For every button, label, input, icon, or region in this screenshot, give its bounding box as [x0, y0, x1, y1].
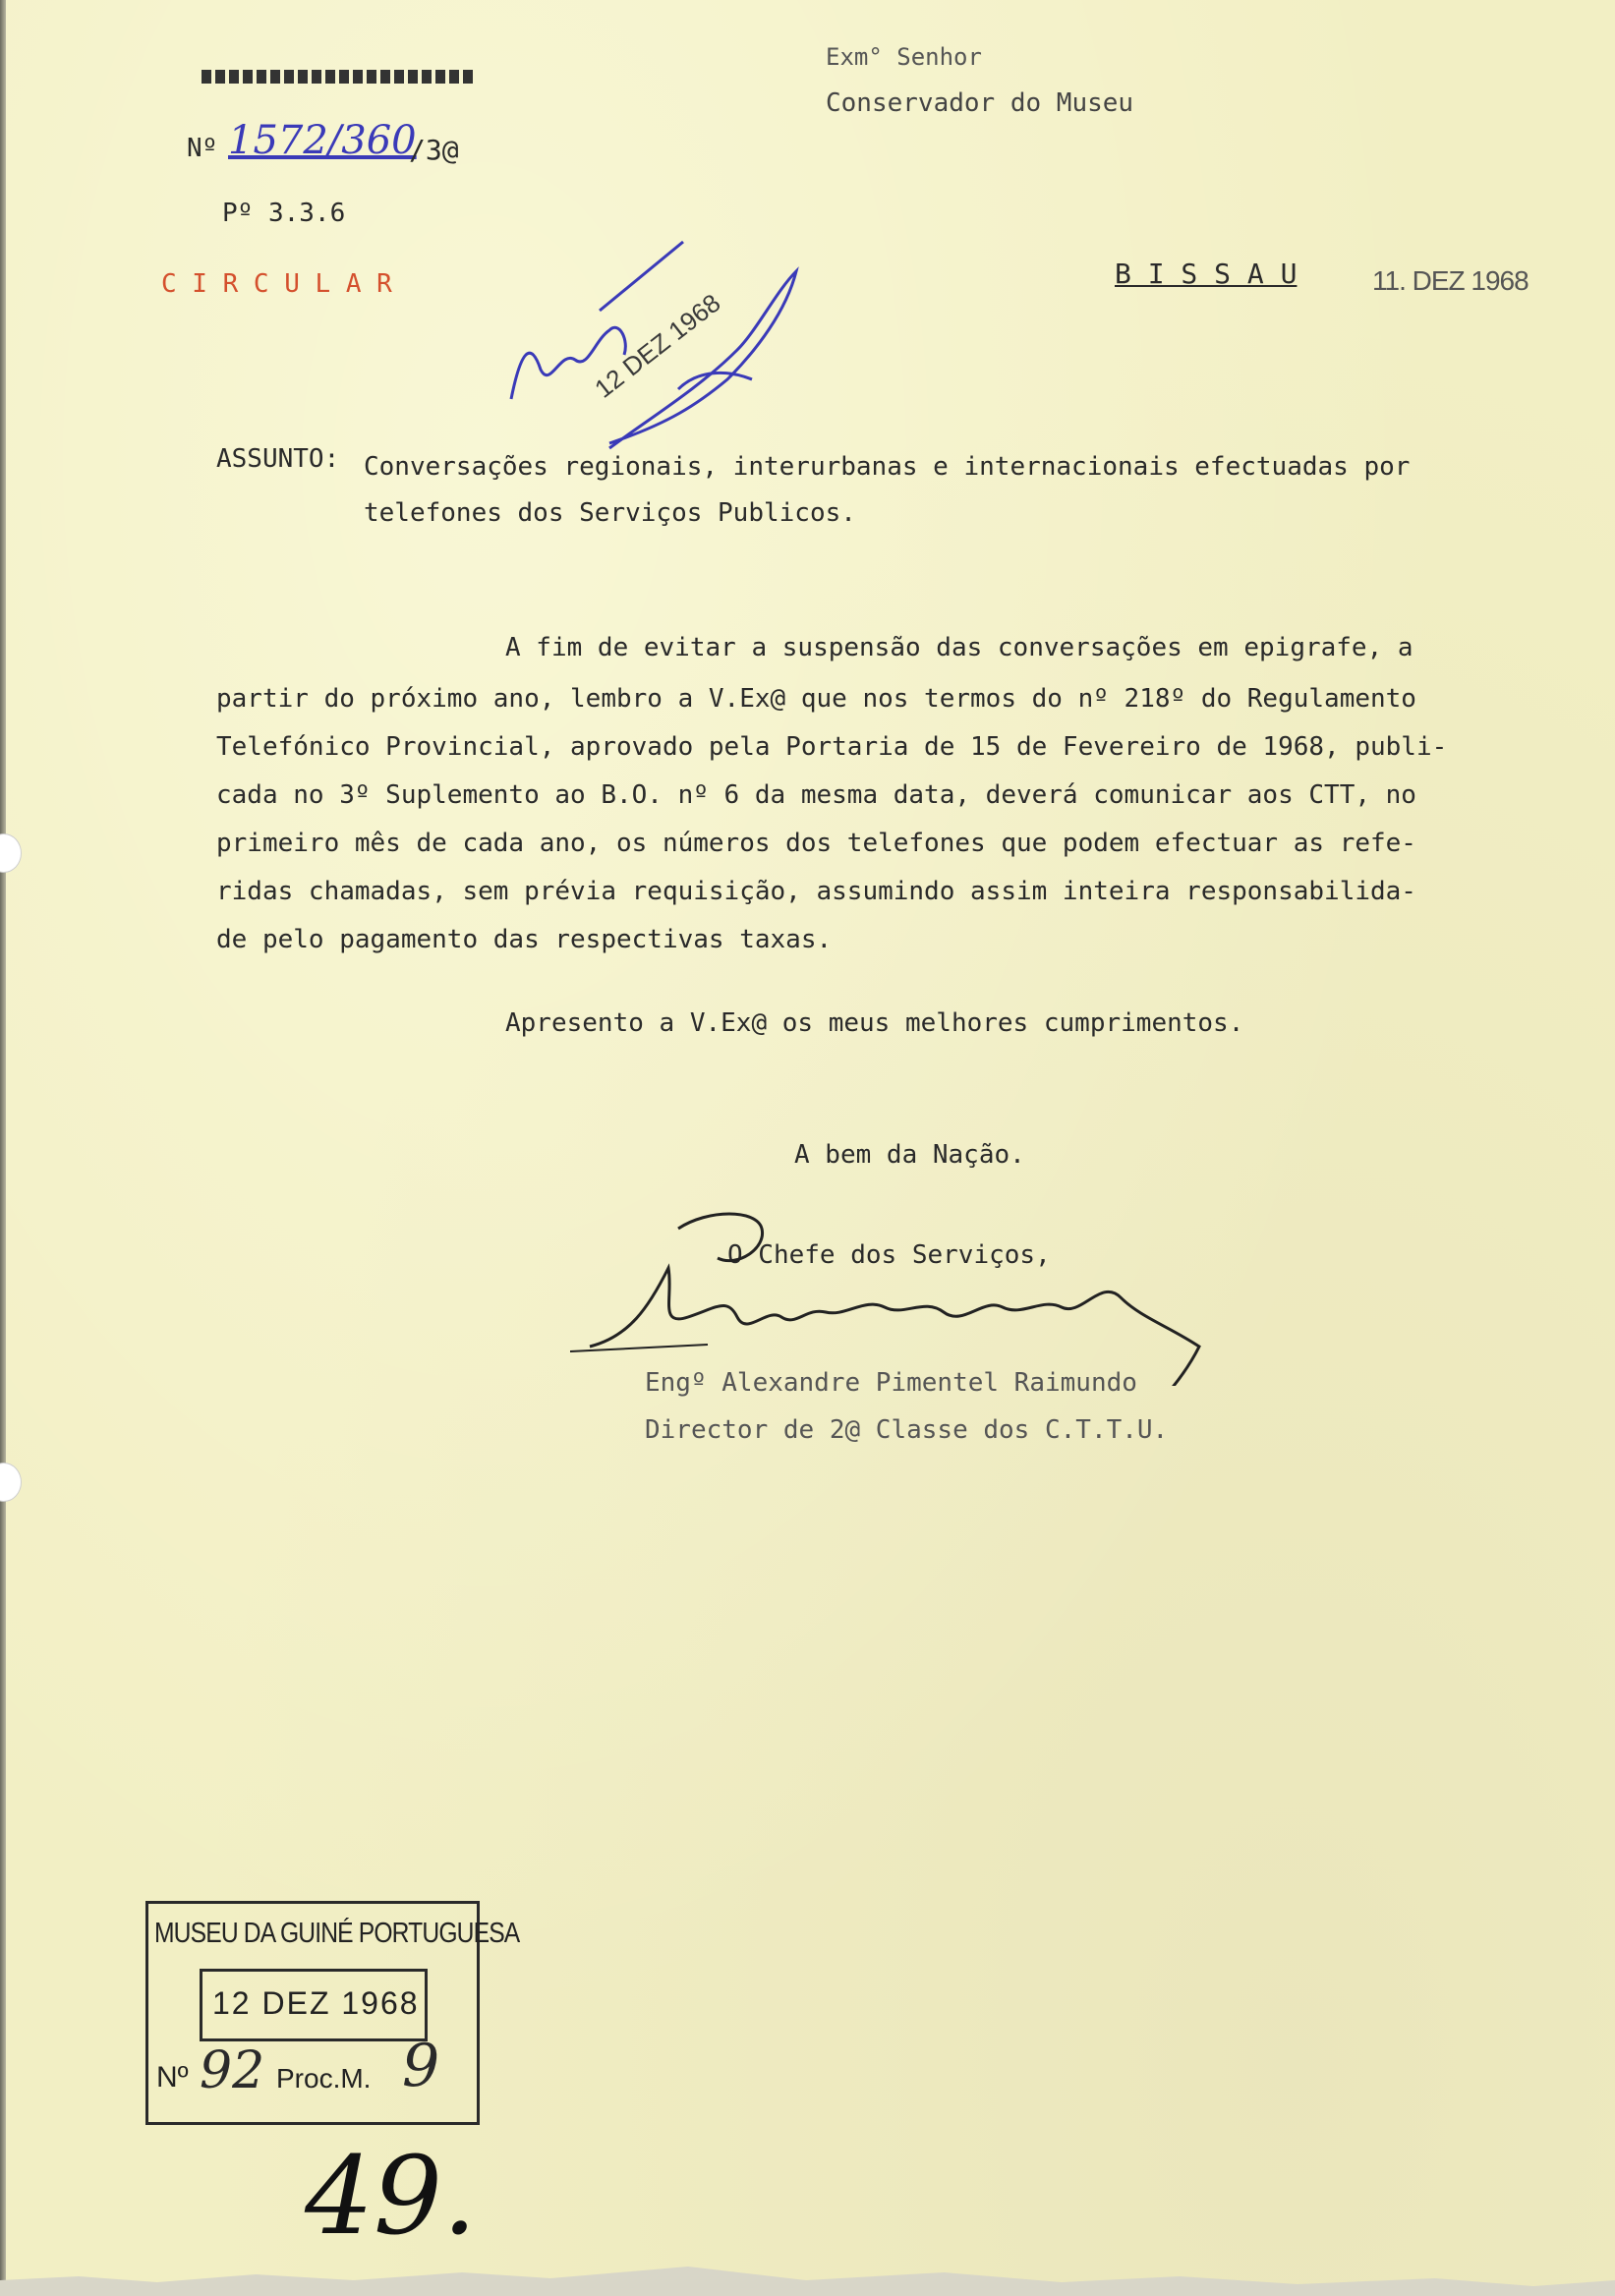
annotation-date: 12 DEZ 1968 — [589, 287, 726, 404]
body-line-4: cada no 3º Suplemento ao B.O. nº 6 da mesma data, deverá comunicar aos CTT, no — [216, 780, 1416, 810]
stamp-date-box — [200, 1969, 428, 2041]
body-line-1: A fim de evitar a suspensão das conversações em epigrafe, a — [505, 633, 1413, 662]
stamp-number-label: Nº — [156, 2061, 189, 2094]
stamp-proc-label: Proc.M. — [276, 2063, 372, 2094]
subject-line-1: Conversações regionais, interurbanas e internacionais efectuadas por — [364, 452, 1411, 482]
subject-label: ASSUNTO: — [216, 444, 340, 474]
redacted-sender — [145, 39, 473, 113]
body-line-5: primeiro mês de cada ano, os números dos telefones que podem efectuar as refe- — [216, 829, 1416, 858]
ciente-annotation — [501, 232, 836, 458]
date-stamp: 11. DEZ 1968 — [1372, 265, 1528, 296]
page-number: 49. — [305, 2133, 477, 2259]
punch-hole-bottom — [0, 1463, 22, 1502]
museum-stamp — [145, 1901, 520, 2125]
subject-line-2: telefones dos Serviços Publicos. — [364, 498, 856, 528]
stamp-museum-name: MUSEU DA GUINÉ PORTUGUESA — [154, 1918, 520, 1949]
body-line-7: de pelo pagamento das respectivas taxas. — [216, 925, 833, 954]
reference-number: 1572/360 — [228, 118, 417, 163]
body-line-3: Telefónico Provincial, aprovado pela Portaria de 15 de Fevereiro de 1968, publi- — [216, 732, 1448, 762]
punch-hole-top — [0, 833, 22, 873]
body-line-6: ridas chamadas, sem prévia requisição, assumindo assim inteira responsabilida- — [216, 877, 1416, 906]
process-number: Pº 3.3.6 — [222, 199, 346, 228]
circular-label: C I R C U L A R — [161, 269, 392, 299]
city-label: B I S S A U — [1115, 258, 1298, 290]
paper-left-edge — [0, 0, 6, 2296]
stamp-number: 92 — [200, 2041, 265, 2100]
recipient-title: Exm° Senhor — [826, 43, 982, 71]
reference-suffix: /3@ — [409, 134, 459, 166]
torn-bottom-edge — [0, 2237, 1615, 2296]
salutation: A bem da Nação. — [794, 1140, 1025, 1170]
signatory-name: Engº Alexandre Pimentel Raimundo — [645, 1368, 1137, 1398]
signatory-role: O Chefe dos Serviços, — [727, 1240, 1051, 1270]
signatory-title: Director de 2@ Classe dos C.T.T.U. — [645, 1415, 1169, 1445]
stamp-date: 12 DEZ 1968 — [212, 1985, 420, 2021]
reference-prefix: Nº — [187, 134, 218, 163]
body-line-2: partir do próximo ano, lembro a V.Ex@ que nos termos do nº 218º do Regulamento — [216, 684, 1416, 714]
handwritten-signature — [570, 1189, 1219, 1386]
recipient-name: Conservador do Museu — [826, 88, 1134, 118]
closing-line: Apresento a V.Ex@ os meus melhores cumprimentos. — [505, 1008, 1244, 1038]
stamp-proc-value: 9 — [402, 2032, 440, 2100]
